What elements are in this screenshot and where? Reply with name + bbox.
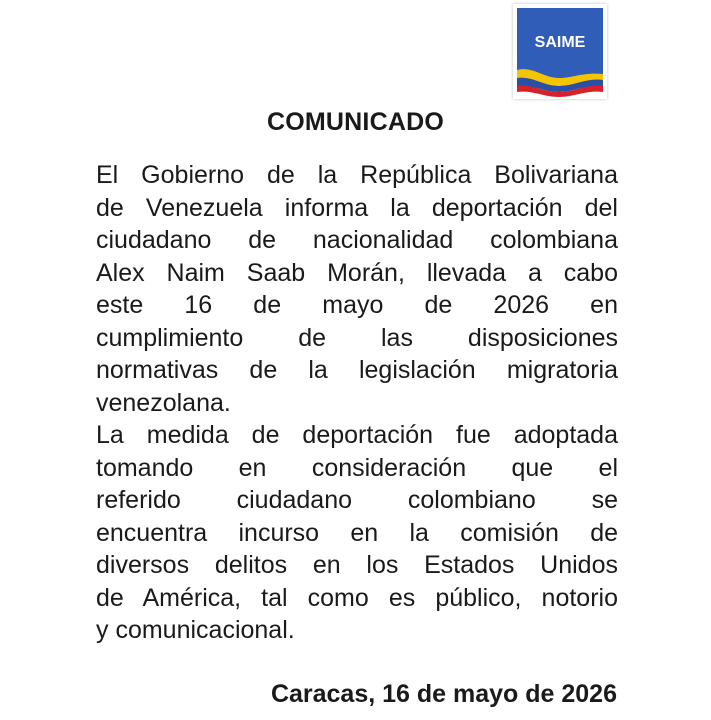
text-line: encuentra incurso en la comisión de [96,518,618,547]
paragraph-1 [96,159,618,419]
saime-logo-text: SAIME [534,34,586,51]
paragraph-2 [96,419,618,647]
place-date-signoff: Caracas, 16 de mayo de 2026 [270,680,617,708]
text-line: de Venezuela informa la deportación del [96,193,618,222]
text-line: La medida de deportación fue adoptada [96,421,618,449]
text-line: ciudadano de nacionalidad colombiana [96,226,618,254]
text-line: y comunicacional. [96,616,295,644]
text-line: de América, tal como es público, notorio [96,583,618,612]
text-line: tomando en consideración que el [96,453,618,482]
text-line: El Gobierno de la República Bolivariana [96,161,618,189]
text-line: diversos delitos en los Estados Unidos [96,551,618,579]
text-line: este 16 de mayo de 2026 en [96,291,618,319]
document-title: COMUNICADO [267,108,444,136]
text-line: cumplimiento de las disposiciones [96,323,618,352]
text-line: normativas de la legislación migratoria [96,356,618,384]
saime-logo [513,4,607,99]
text-line: Alex Naim Saab Morán, llevada a cabo [96,258,618,287]
text-line: referido ciudadano colombiano se [96,486,618,514]
text-line: venezolana. [96,388,231,417]
communique-body [96,159,618,647]
